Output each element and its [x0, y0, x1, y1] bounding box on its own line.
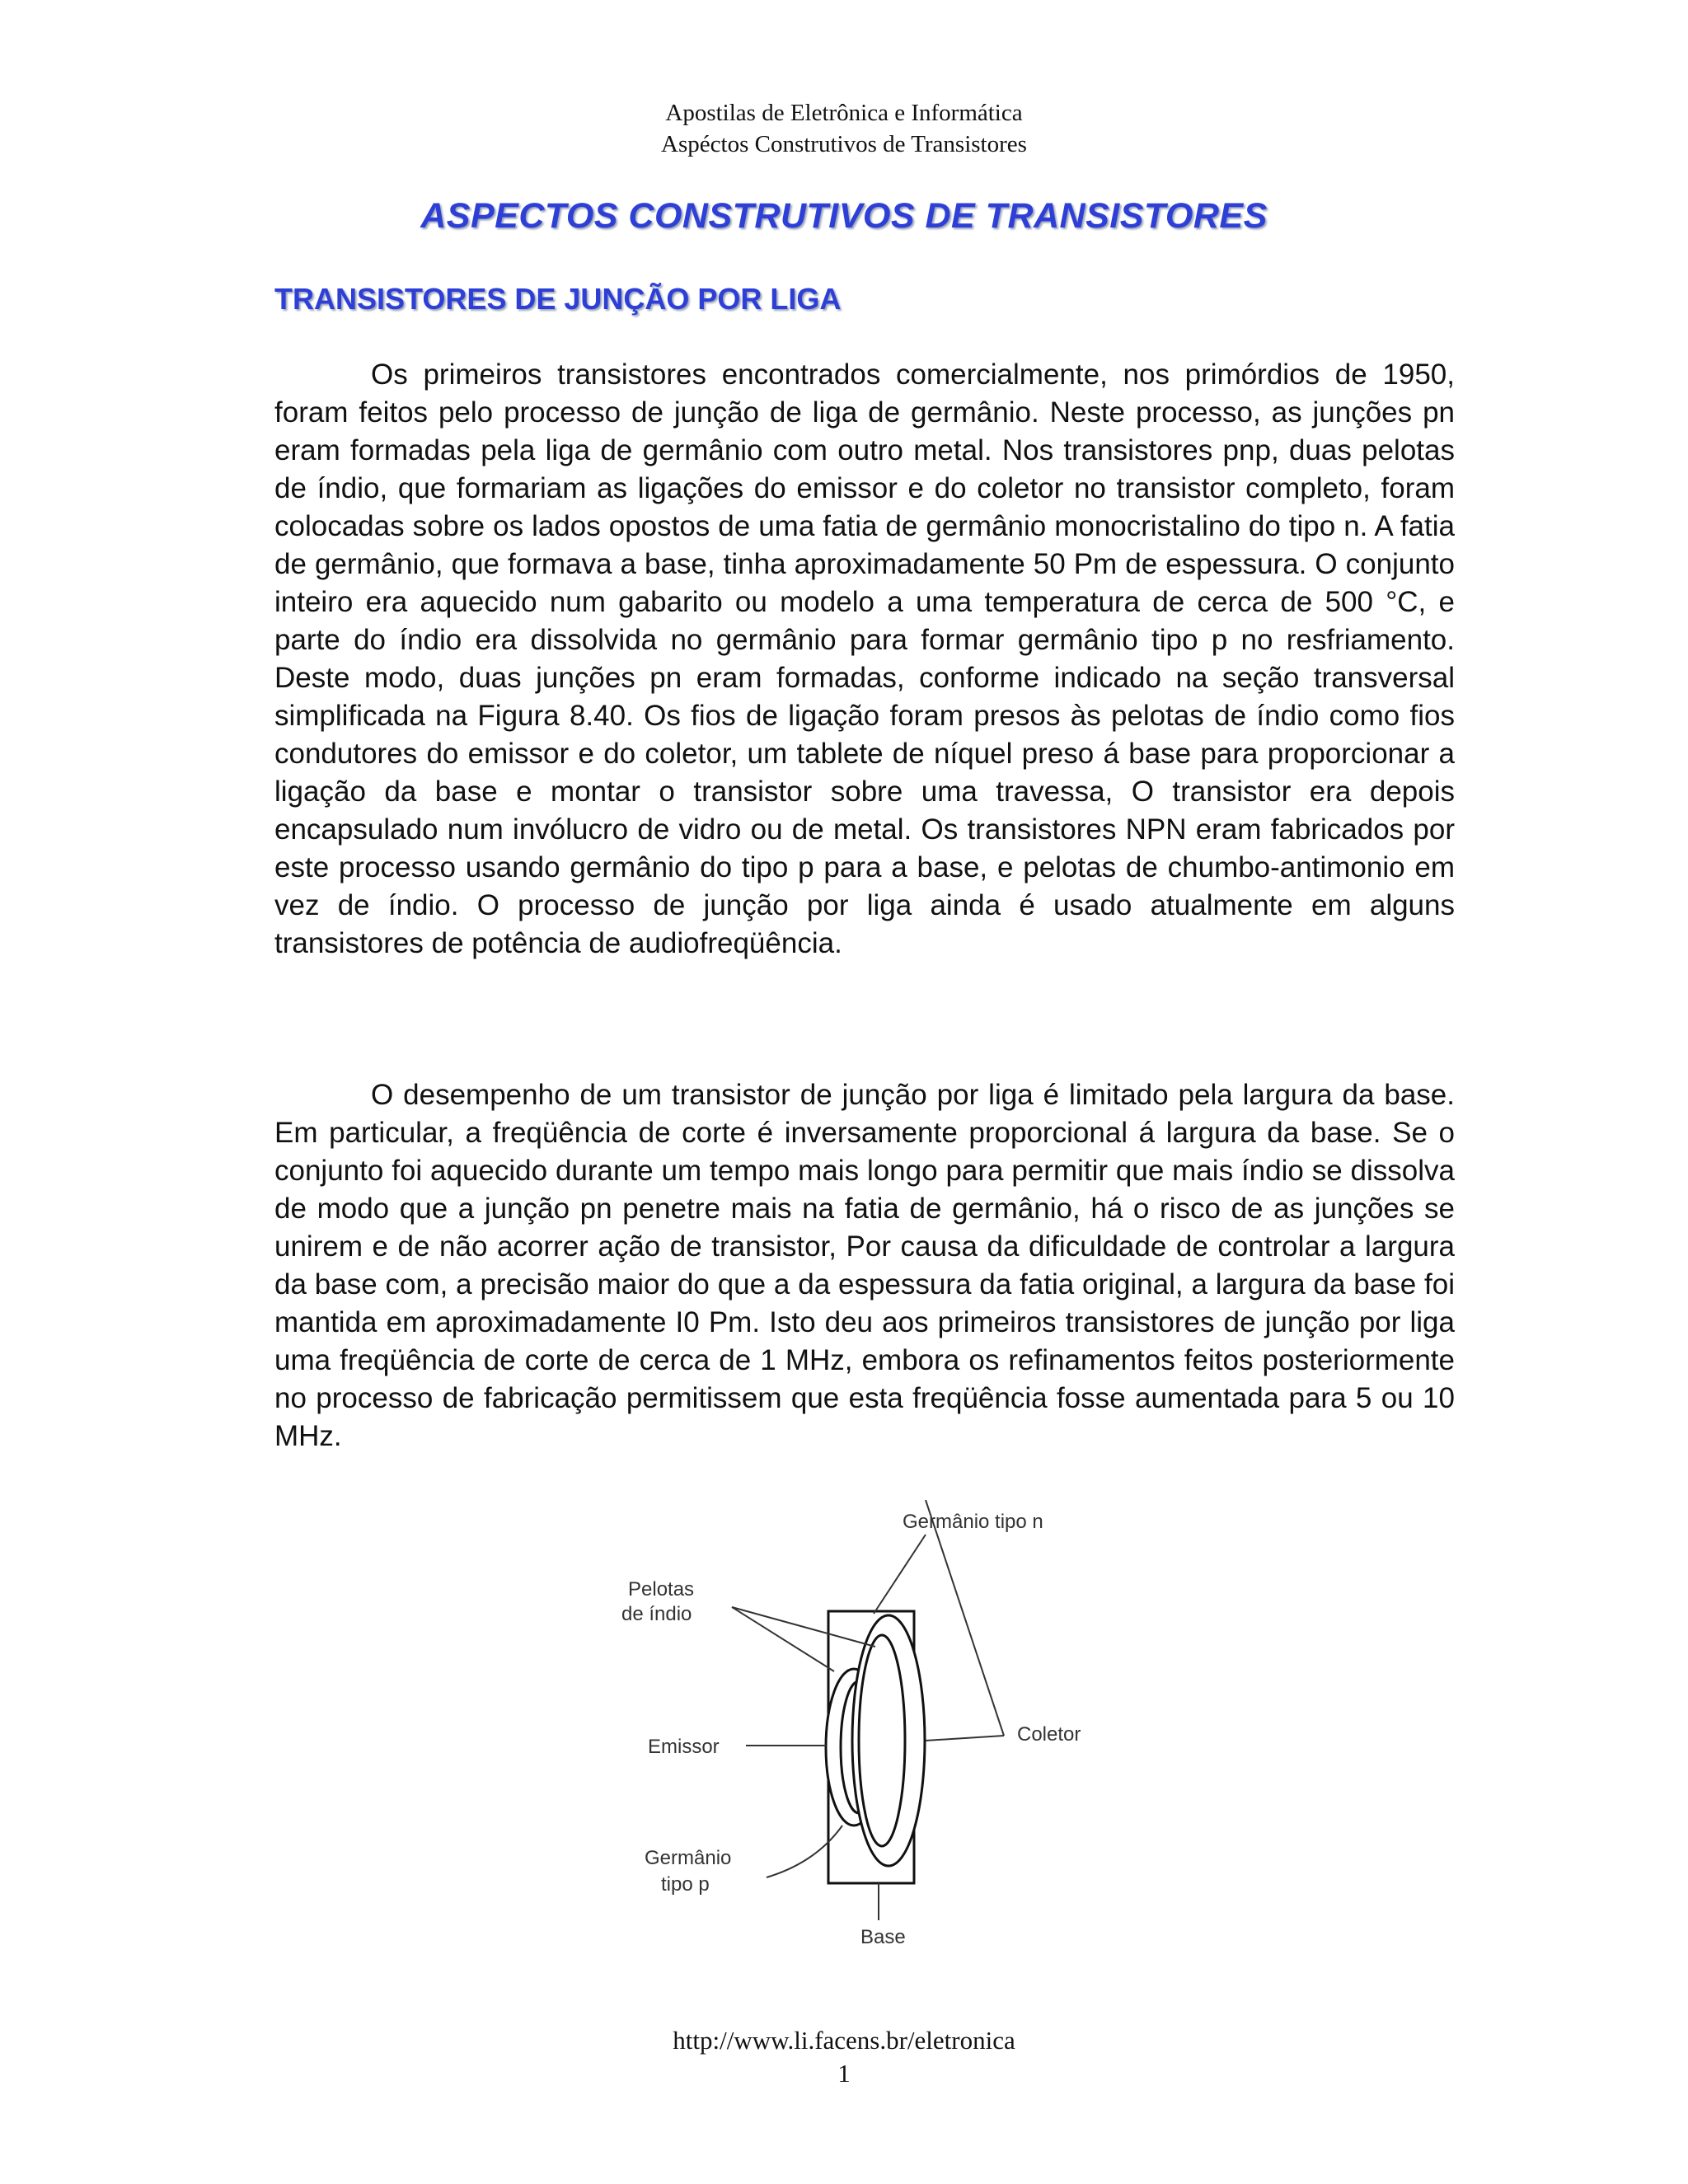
section-heading: TRANSISTORES DE JUNÇÃO POR LIGA [274, 282, 842, 316]
germanio-p-leader [767, 1825, 842, 1877]
germanio-n-leader [874, 1535, 926, 1614]
paragraph-1: Os primeiros transistores encontrados comercialmente, nos primórdios de 1950, foram feitos pelo processo de junção de liga de germânio. Neste processo, as junções pn eram formadas pela liga de germânio com outro metal. Nos transistores pnp, duas pelotas de índio, que formariam as ligações do emissor e do coletor no transistor completo, foram colocadas sobre os lados opostos de uma fatia de germânio monocristalino do tipo n. A fatia de germânio, que formava a base, tinha aproximadamente 50 Pm de espessura. O conjunto inteiro era aquecido num gabarito ou modelo a uma temperatura de cerca de 500 °C, e parte do índio era dissolvida no germânio para formar germânio tipo p no resfriamento. Deste modo, duas junções pn eram formadas, conforme indicado na seção transversal simplificada na Figura 8.40. Os fios de ligação foram presos às pelotas de índio como fios condutores do emissor e do coletor, um tablete de níquel preso á base para proporcionar a ligação da base e montar o transistor sobre uma travessa, O transistor era depois encapsulado num invólucro de vidro ou de metal. Os transistores NPN eram fabricados por este processo usando germânio do tipo p para a base, e pelotas de chumbo-antimonio em vez de índio. O processo de junção por liga ainda é usado atualmente em alguns transistores de potência de audiofreqüência. [274, 359, 1455, 959]
label-emissor: Emissor [648, 1736, 720, 1758]
header-line-2: Aspéctos Construtivos de Transistores [661, 131, 1027, 157]
label-germanio-n: Germânio tipo n [903, 1511, 1043, 1533]
footer-url: http://www.li.facens.br/eletronica [673, 2026, 1015, 2055]
label-germanio-p-line1: Germânio [645, 1847, 732, 1869]
paragraph-2: O desempenho de um transistor de junção por liga é limitado pela largura da base. Em particular, a freqüência de corte é inversamente proporcional á largura da base. Se o conjunto foi aquecido durante um tempo mais longo para permitir que mais índio se dissolva de modo que a junção pn penetre mais na fatia de germânio, há o risco de as junções se unirem e de não acorrer ação de transistor, Por causa da dificuldade de controlar a largura da base com, a precisão maior do que a da espessura da fatia original, a largura da base foi mantida em aproximadamente I0 Pm. Isto deu aos primeiros transistores de junção por liga uma freqüência de corte de cerca de 1 MHz, embora os refinamentos feitos posteriormente no processo de fabricação permitissem que esta freqüência fosse aumentada para 5 ou 10 MHz. [274, 1079, 1455, 1452]
page-footer [0, 2024, 1688, 2090]
label-coletor: Coletor [1017, 1723, 1081, 1746]
pelotas-leader-1 [732, 1607, 834, 1671]
page-header [0, 97, 1688, 160]
label-germanio-p-line2: tipo p [661, 1873, 710, 1896]
coletor-leader [926, 1500, 1004, 1736]
label-pelotas-line2: de índio [621, 1603, 692, 1625]
header-line-1: Apostilas de Eletrônica e Informática [665, 100, 1023, 126]
pelotas-leader-2 [732, 1607, 875, 1647]
label-pelotas-line1: Pelotas [628, 1578, 695, 1601]
document-title: ASPECTOS CONSTRUTIVOS DE TRANSISTORES [420, 196, 1268, 236]
label-base: Base [860, 1926, 906, 1948]
collector-pellet [852, 1615, 925, 1866]
transistor-cross-section-figure [610, 1500, 1121, 1961]
page-number: 1 [837, 2059, 851, 2088]
